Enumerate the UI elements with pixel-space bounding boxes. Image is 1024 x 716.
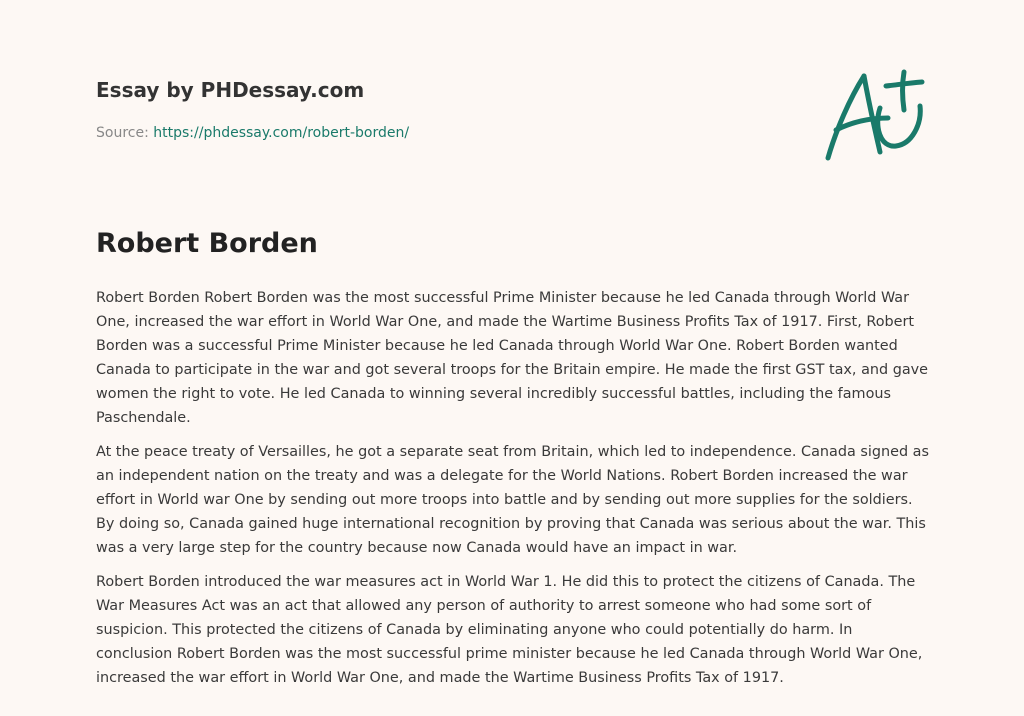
source-line (96, 124, 796, 142)
source-label: Source: (96, 125, 154, 141)
essay-body (96, 286, 930, 700)
document-title: Robert Borden (96, 228, 318, 259)
site-title: Essay by PHDessay.com (96, 78, 365, 102)
page-header (96, 76, 796, 142)
essay-paragraph: Robert Borden Robert Borden was the most successful Prime Minister because he led Canada through World War One, increased the war effort in World War One, and made the Wartime Business Profits Tax of 1917. First, Robert Borden was a successful Prime Minister because he led Canada through World War One. Robert Borden wanted Canada to participate in the war and got several troops for the Britain empire. He made the first GST tax, and gave women the right to vote. He led Canada to winning several incredibly successful battles, including the famous Paschendale. (96, 290, 929, 426)
essay-paragraph: Robert Borden introduced the war measures act in World War 1. He did this to protect the citizens of Canada. The War Measures Act was an act that allowed any person of authority to arrest someone who had some sort of suspicion. This protected the citizens of Canada by eliminating anyone who could potentially do harm. In conclusion Robert Borden was the most successful prime minister because he led Canada through World War One, increased the war effort in World War One, and made the Wartime Business Profits Tax of 1917. (96, 574, 923, 686)
a-plus-grade-icon (822, 68, 932, 164)
source-link[interactable]: https://phdessay.com/robert-borden/ (153, 125, 410, 141)
essay-paragraph: At the peace treaty of Versailles, he got a separate seat from Britain, which led to independence. Canada signed as an independent nation on the treaty and was a delegate for the World Nations. Robert Borden increased the war effort in World war One by sending out more troops into battle and by sending out more supplies for the soldiers. By doing so, Canada gained huge international recognition by proving that Canada was serious about the war. This was a very large step for the country because now Canada would have an impact in war. (96, 444, 929, 556)
